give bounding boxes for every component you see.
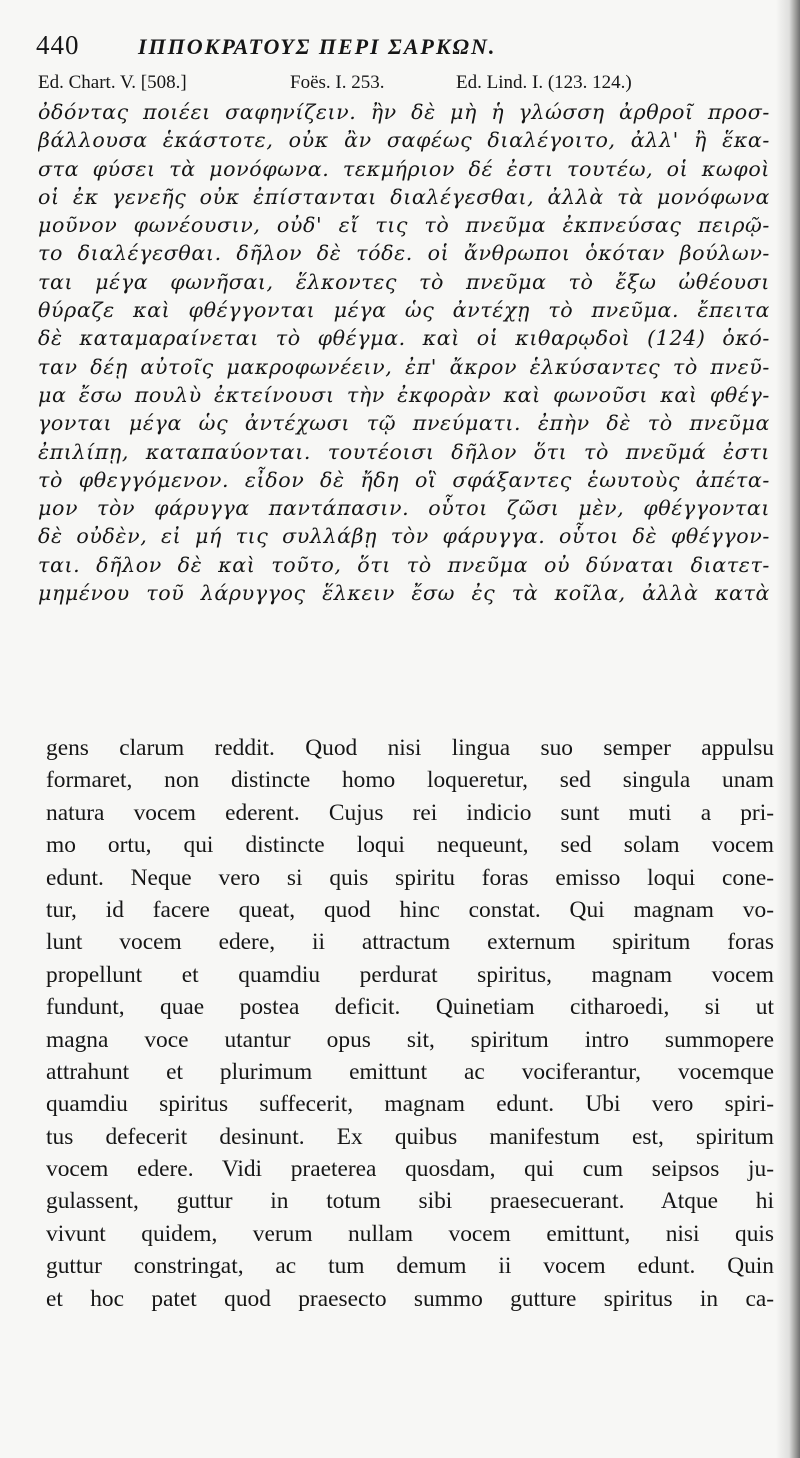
latin-line: magna voce utantur opus sit, spiritum intro summopere bbox=[46, 1026, 774, 1053]
running-title: ΙΠΠΟΚΡΑΤΟΥΣ ΠΕΡΙ ΣΑΡΚΩΝ. bbox=[138, 34, 497, 59]
latin-line: vivunt quidem, verum nullam vocem emittunt, nisi quis bbox=[46, 1220, 774, 1247]
latin-line: lunt vocem edere, ii attractum externum spiritum foras bbox=[46, 929, 774, 956]
greek-line: μα ἔσω πουλὺ ἐκτείνουσι τὴν ἐκφορὰν καὶ φωνοῦσι καὶ φθέγ- bbox=[38, 382, 770, 407]
greek-line: μοῦνον φωνέουσιν, οὐδ' εἴ τις τὸ πνεῦμα ἐκπνεύσας πειρῷ- bbox=[38, 213, 770, 238]
greek-line: γονται μέγα ὡς ἀντέχωσι τῷ πνεύματι. ἐπὴν δὲ τὸ πνεῦμα bbox=[38, 411, 770, 436]
greek-line: δὲ οὐδὲν, εἰ μή τις συλλάβῃ τὸν φάρυγγα. οὗτοι δὲ φθέγγον- bbox=[38, 524, 770, 549]
page-number: 440 bbox=[36, 30, 80, 60]
latin-line: fundunt, quae postea deficit. Quinetiam citharoedi, si ut bbox=[46, 994, 774, 1021]
greek-line: ταν δέῃ αὐτοῖς μακροφωνέειν, ἐπ' ἄκρον ἑλκύσαντες τὸ πνεῦ- bbox=[38, 354, 770, 379]
latin-line: guttur constringat, ac tum demum ii vocem edunt. Quin bbox=[46, 1253, 774, 1280]
page-header bbox=[36, 30, 776, 70]
greek-line: ται μέγα φωνῆσαι, ἕλκοντες τὸ πνεῦμα τὸ ἔξω ὠθέουσι bbox=[38, 269, 770, 294]
latin-line: mo ortu, qui distincte loqui nequeunt, sed solam vocem bbox=[46, 832, 774, 859]
greek-line: το διαλέγεσθαι. δῆλον δὲ τόδε. οἱ ἄνθρωποι ὁκόταν βούλων- bbox=[38, 241, 770, 266]
greek-line: ἐπιλίπῃ, καταπαύονται. τουτέοισι δῆλον ὅτι τὸ πνεῦμά ἐστι bbox=[38, 439, 770, 464]
greek-line: μον τὸν φάρυγγα παντάπασιν. οὗτοι ζῶσι μὲν, φθέγγονται bbox=[38, 496, 770, 521]
latin-line: tur, id facere queat, quod hinc constat. Qui magnam vo- bbox=[46, 896, 774, 923]
greek-line: στα φύσει τὰ μονόφωνα. τεκμήριον δέ ἐστι τουτέω, οἱ κωφοὶ bbox=[38, 156, 770, 181]
latin-line: vocem edere. Vidi praeterea quosdam, qui cum seipsos ju- bbox=[46, 1156, 774, 1183]
latin-line: gulassent, guttur in totum sibi praesecuerant. Atque hi bbox=[46, 1188, 774, 1215]
binding-shadow bbox=[776, 0, 800, 1458]
greek-line: θύραζε καὶ φθέγγονται μέγα ὡς ἀντέχῃ τὸ πνεῦμα. ἔπειτα bbox=[38, 298, 770, 323]
greek-line: ται. δῆλον δὲ καὶ τοῦτο, ὅτι τὸ πνεῦμα οὐ δύναται διατετ- bbox=[38, 552, 770, 577]
greek-text-block bbox=[38, 98, 770, 607]
greek-line: βάλλουσα ἑκάστοτε, οὐκ ἂν σαφέως διαλέγοιτο, ἀλλ' ἢ ἕκα- bbox=[38, 128, 770, 153]
greek-line: τὸ φθεγγόμενον. εἶδον δὲ ἤδη οἳ σφάξαντες ἑωυτοὺς ἀπέτα- bbox=[38, 467, 770, 492]
greek-line: ὀδόντας ποιέει σαφηνίζειν. ἢν δὲ μὴ ἡ γλώσση ἀρθροῖ προσ- bbox=[38, 100, 770, 124]
latin-line: tus defecerit desinunt. Ex quibus manifestum est, spiritum bbox=[46, 1123, 774, 1150]
latin-line: et hoc patet quod praesecto summo gutture spiritus in ca- bbox=[46, 1285, 774, 1312]
latin-line: edunt. Neque vero si quis spiritu foras emisso loqui cone- bbox=[46, 864, 774, 891]
ed-chart-reference: Ed. Chart. V. [508.] bbox=[38, 72, 187, 93]
latin-line: propellunt et quamdiu perdurat spiritus, magnam vocem bbox=[46, 961, 774, 988]
latin-line: gens clarum reddit. Quod nisi lingua suo semper appulsu bbox=[46, 735, 774, 761]
latin-line: attrahunt et plurimum emittunt ac vociferantur, vocemque bbox=[46, 1058, 774, 1085]
latin-line: quamdiu spiritus suffecerit, magnam edunt. Ubi vero spiri- bbox=[46, 1091, 774, 1118]
ed-lind-reference: Ed. Lind. I. (123. 124.) bbox=[456, 72, 632, 93]
latin-line: formaret, non distincte homo loqueretur, sed singula unam bbox=[46, 767, 774, 794]
foes-reference: Foës. I. 253. bbox=[290, 72, 385, 93]
greek-line: δὲ καταμαραίνεται τὸ φθέγμα. καὶ οἱ κιθαρῳδοὶ (124) ὁκό- bbox=[38, 326, 770, 351]
greek-line: οἱ ἐκ γενεῆς οὐκ ἐπίστανται διαλέγεσθαι, ἀλλὰ τὰ μονόφωνα bbox=[38, 184, 770, 209]
latin-line: natura vocem ederent. Cujus rei indicio sunt muti a pri- bbox=[46, 799, 774, 826]
greek-line: μημένου τοῦ λάρυγγος ἕλκειν ἔσω ἐς τὰ κοῖλα, ἀλλὰ κατὰ bbox=[38, 581, 770, 606]
latin-text-block bbox=[46, 732, 774, 1315]
